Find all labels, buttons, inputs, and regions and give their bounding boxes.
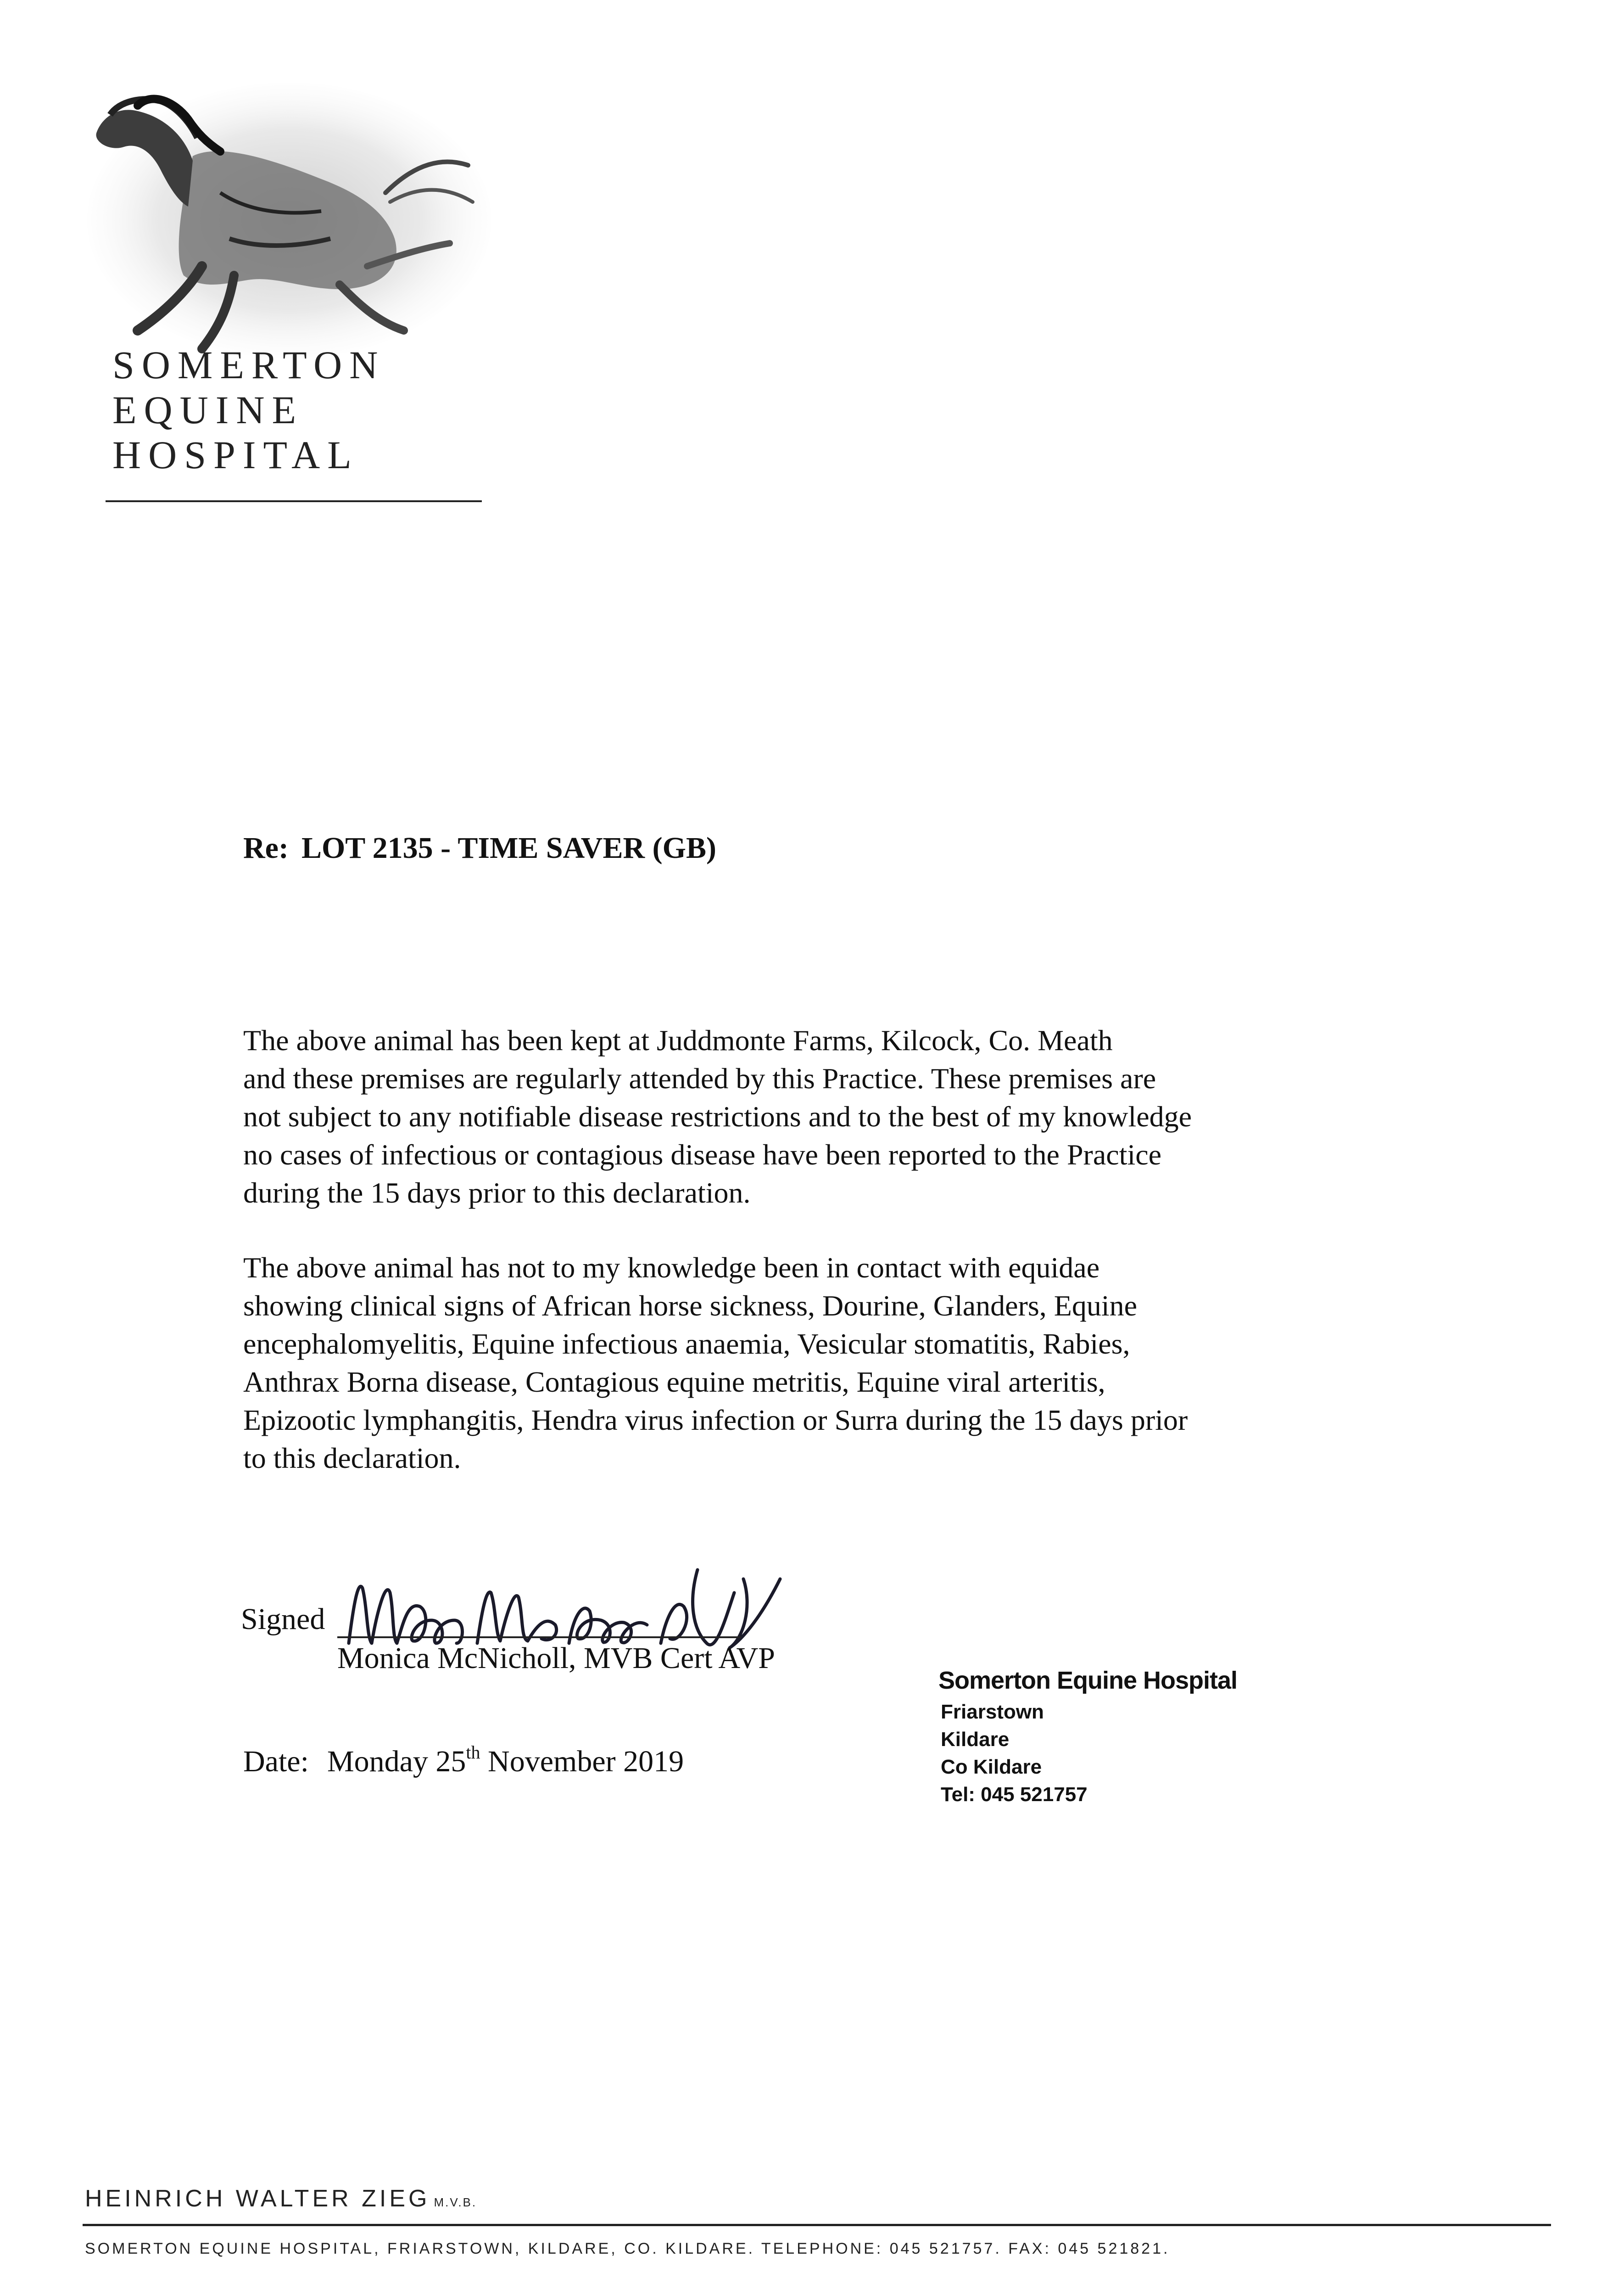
paragraph-line: to this declaration. xyxy=(243,1442,461,1474)
subject-re-label: Re: xyxy=(243,831,289,865)
paragraph-line: showing clinical signs of African horse sickness, Dourine, Glanders, Equine xyxy=(243,1289,1138,1322)
director-qualification: M.V.B. xyxy=(434,2195,477,2209)
paragraph-line: during the 15 days prior to this declaration. xyxy=(243,1176,751,1209)
declaration-date xyxy=(243,1744,684,1779)
paragraph-line: Anthrax Borna disease, Contagious equine metritis, Equine viral arteritis, xyxy=(243,1366,1105,1398)
stamp-street: Friarstown xyxy=(941,1701,1044,1723)
horse-logo-icon xyxy=(83,73,496,367)
date-label: Date: xyxy=(243,1745,309,1778)
director-name: HEINRICH WALTER ZIEG xyxy=(85,2185,430,2212)
paragraph-line: not subject to any notifiable disease restrictions and to the best of my knowledge xyxy=(243,1100,1192,1133)
declaration-paragraph-2 xyxy=(243,1248,1418,1477)
declaration-paragraph-1 xyxy=(243,1021,1418,1212)
stamp-telephone: Tel: 045 521757 xyxy=(941,1783,1088,1806)
footer-divider xyxy=(83,2224,1551,2226)
logo-text-line-2: EQUINE xyxy=(112,388,304,432)
date-rest: November 2019 xyxy=(480,1745,684,1778)
date-prefix: Monday 25 xyxy=(327,1745,466,1778)
logo-text-line-3: HOSPITAL xyxy=(112,433,359,477)
paragraph-line: The above animal has not to my knowledge been in contact with equidae xyxy=(243,1251,1100,1284)
logo-text-line-1: SOMERTON xyxy=(112,343,385,387)
logo-divider xyxy=(106,500,482,502)
signer-name: Monica McNicholl, MVB Cert AVP xyxy=(337,1641,775,1675)
paragraph-line: The above animal has been kept at Juddmonte Farms, Kilcock, Co. Meath xyxy=(243,1024,1113,1057)
paragraph-line: no cases of infectious or contagious disease have been reported to the Practice xyxy=(243,1138,1162,1171)
stamp-hospital-name: Somerton Equine Hospital xyxy=(938,1667,1238,1694)
footer-address: SOMERTON EQUINE HOSPITAL, FRIARSTOWN, KILDARE, CO. KILDARE. TELEPHONE: 045 521757. FAX: 045 521821. xyxy=(85,2240,1170,2257)
footer-director xyxy=(85,2185,477,2212)
paragraph-line: Epizootic lymphangitis, Hendra virus infection or Surra during the 15 days prior xyxy=(243,1404,1188,1436)
paragraph-line: and these premises are regularly attended by this Practice. These premises are xyxy=(243,1062,1156,1095)
date-ordinal: th xyxy=(466,1742,480,1763)
stamp-county: Co Kildare xyxy=(941,1756,1042,1778)
hospital-stamp xyxy=(938,1666,1237,1808)
stamp-town: Kildare xyxy=(941,1728,1010,1751)
paragraph-line: encephalomyelitis, Equine infectious anaemia, Vesicular stomatitis, Rabies, xyxy=(243,1327,1130,1360)
subject-text: LOT 2135 - TIME SAVER (GB) xyxy=(301,831,716,865)
subject-line xyxy=(243,831,716,866)
signed-label: Signed xyxy=(241,1602,325,1636)
signature-line xyxy=(337,1636,741,1638)
